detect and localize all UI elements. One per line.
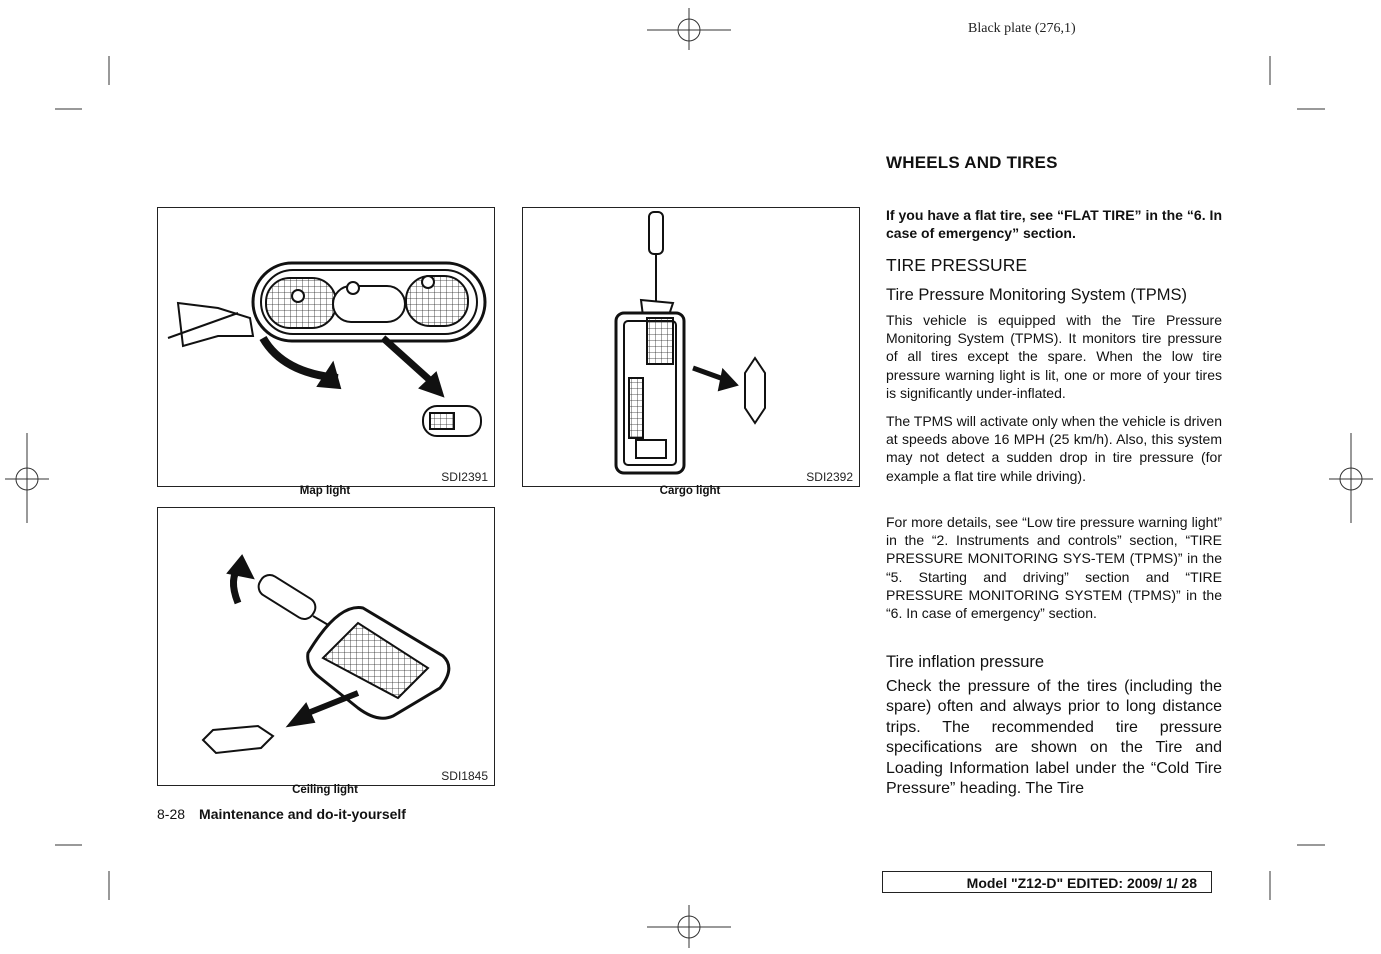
figure-code: SDI2391 bbox=[441, 470, 488, 484]
page-number: 8-28 bbox=[157, 806, 186, 822]
paragraph-3: For more details, see “Low tire pressure warning light” in the “2. Instruments and controls” section, “TIRE PRESSURE MONITORING SYS-TEM (TPMS)” in the “5. Starting and driving” section and “TIRE PRESSURE MONITORING SYSTEM (TPMS)” in the “6. In case of emergency” section. bbox=[886, 514, 1222, 622]
plate-label: Black plate (276,1) bbox=[968, 21, 1076, 36]
inflation-heading: Tire inflation pressure bbox=[886, 653, 1045, 671]
caption-ceiling-light: Ceiling light bbox=[292, 784, 358, 796]
map-light-illustration bbox=[158, 208, 494, 486]
chapter-title: Maintenance and do-it-yourself bbox=[199, 806, 406, 822]
paragraph-4: Check the pressure of the tires (including the spare) often and always prior to long distance trips. The recommended tire pressure specifications are shown on the Tire and Loading Information label under the “Cold Tire Pressure” heading. The Tire bbox=[886, 678, 1222, 798]
tpms-heading: Tire Pressure Monitoring System (TPMS) bbox=[886, 286, 1188, 304]
section-title: WHEELS AND TIRES bbox=[886, 153, 1058, 172]
subsection-title: TIRE PRESSURE bbox=[886, 255, 1027, 275]
figure-code: SDI2392 bbox=[806, 470, 853, 484]
page-footer bbox=[157, 806, 406, 822]
figure-code: SDI1845 bbox=[441, 769, 488, 783]
model-edit-text: Model "Z12-D" EDITED: 2009/ 1/ 28 bbox=[966, 875, 1197, 891]
cargo-light-illustration bbox=[523, 208, 859, 486]
figure-map-light bbox=[157, 207, 495, 487]
intro-text: If you have a flat tire, see “FLAT TIRE” in the “6. In case of emergency” section. bbox=[886, 207, 1222, 241]
caption-cargo-light: Cargo light bbox=[659, 485, 721, 497]
ceiling-light-illustration bbox=[158, 508, 494, 785]
caption-map-light: Map light bbox=[299, 485, 351, 497]
paragraph-2: The TPMS will activate only when the vehicle is driven at speeds above 16 MPH (25 km/h). Also, this system may not detect a sudden drop in tire pressure (for example a flat tire while driving). bbox=[886, 413, 1222, 484]
figure-ceiling-light bbox=[157, 507, 495, 786]
paragraph-1: This vehicle is equipped with the Tire Pressure Monitoring System (TPMS). It monitors tire pressure of all tires except the spare. When the low tire pressure warning light is lit, one or more of your tires is significantly under-inflated. bbox=[886, 312, 1222, 401]
figure-cargo-light bbox=[522, 207, 860, 487]
model-edit-box bbox=[882, 871, 1212, 893]
